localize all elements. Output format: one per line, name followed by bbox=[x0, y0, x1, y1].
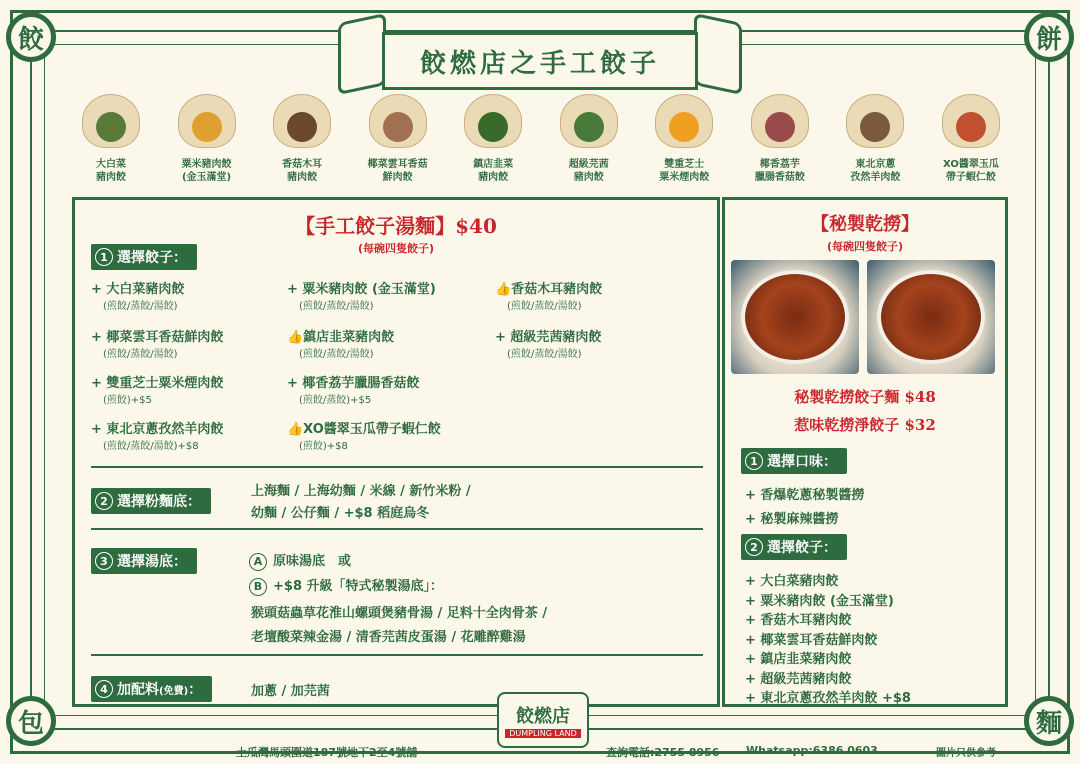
soup-option-a-text: 原味湯底 或 bbox=[273, 554, 352, 569]
logo-chinese: 餃燃店 bbox=[516, 706, 570, 727]
dumpling-option-styles: (煎餃/蒸餃)+$5 bbox=[299, 395, 372, 406]
free-note: (免費) bbox=[159, 685, 189, 697]
step3-tag bbox=[91, 548, 197, 574]
step-number: 2 bbox=[95, 492, 113, 510]
dry-price-2: 惹味乾撈淨餃子 $32 bbox=[794, 416, 936, 434]
dumpling-option-name: + 大白菜豬肉餃 bbox=[91, 282, 185, 297]
step1-tag bbox=[91, 244, 197, 270]
dry-noodle-photo bbox=[867, 260, 995, 374]
step-number: 1 bbox=[95, 248, 113, 266]
flavor-option: + 香爆乾蔥秘製醬撈 bbox=[745, 488, 865, 503]
dumpling-photo bbox=[651, 84, 717, 156]
dry-dumpling-photo bbox=[731, 260, 859, 374]
dumpling-name: 超級芫茜 豬肉餃 bbox=[568, 159, 609, 183]
dumpling-land-logo bbox=[497, 692, 589, 748]
logo-english: DUMPLING LAND bbox=[505, 729, 581, 738]
dumpling-option bbox=[91, 372, 223, 406]
dumpling-option-styles: (煎餃/蒸餃/湯餃) bbox=[103, 301, 178, 312]
scroll-left bbox=[338, 13, 386, 95]
dry-noodle-section bbox=[722, 197, 1008, 707]
dumpling-photo bbox=[174, 84, 240, 156]
dumpling-option-name: + 東北京蔥孜然羊肉餃 bbox=[91, 422, 224, 437]
dry-noodle-title: 【秘製乾撈】 bbox=[811, 214, 919, 235]
soup-option-b bbox=[249, 575, 443, 596]
dumpling-option bbox=[287, 326, 394, 360]
dumpling-option-styles: (煎餃/蒸餃/湯餃) bbox=[103, 349, 178, 360]
dumpling-card bbox=[830, 84, 920, 194]
divider bbox=[91, 466, 703, 468]
dumpling-option-name: + 椰香荔芋臘腸香菇餃 bbox=[287, 376, 420, 391]
dumpling-option bbox=[91, 326, 223, 360]
step-colon: ： bbox=[188, 682, 203, 698]
dumpling-name: 椰菜雲耳香菇 鮮肉餃 bbox=[367, 159, 428, 183]
dumpling-photo bbox=[842, 84, 908, 156]
address: 土瓜灣馬頭圍道187號地下2至4號舖 bbox=[236, 746, 418, 759]
dumpling-card bbox=[162, 84, 252, 194]
dumpling-card bbox=[544, 84, 634, 194]
dumpling-option-name: 👍XO醬翠玉瓜帶子蝦仁餃 bbox=[287, 422, 441, 437]
dumpling-card bbox=[66, 84, 156, 194]
dumpling-option-name: + 椰菜雲耳香菇鮮肉餃 bbox=[91, 330, 224, 345]
dumpling-name: 大白菜 豬肉餃 bbox=[96, 159, 126, 183]
step4-tag bbox=[91, 676, 212, 702]
dumpling-card bbox=[735, 84, 825, 194]
step-label: 選擇口味： bbox=[767, 454, 837, 470]
dumpling-name: 椰香荔芋 臘腸香菇餃 bbox=[754, 159, 805, 183]
soup-noodle-section bbox=[72, 197, 720, 707]
dry-noodle-subtitle: (每碗四隻餃子) bbox=[826, 240, 904, 253]
dumpling-card bbox=[639, 84, 729, 194]
corner-badge-top-left: 餃 bbox=[6, 12, 56, 62]
noodle-options-line1: 上海麵 / 上海幼麵 / 米線 / 新竹米粉 / bbox=[251, 484, 471, 499]
dumpling-option bbox=[495, 326, 601, 360]
phone-number: 查詢電話:2755 8956 bbox=[606, 746, 720, 759]
dumpling-option-name: 👍香菇木耳豬肉餃 bbox=[495, 282, 603, 297]
soup-noodle-subtitle: (每碗四隻餃子) bbox=[357, 242, 435, 255]
scroll-right bbox=[694, 13, 742, 95]
dumpling-photo bbox=[78, 84, 144, 156]
dumpling-gallery bbox=[66, 84, 1016, 194]
side-dumpling-option: + 粟米豬肉餃 (金玉滿堂) bbox=[745, 593, 894, 609]
image-disclaimer: 圖片只供參考 bbox=[936, 748, 996, 759]
step-number: 4 bbox=[95, 680, 113, 698]
step-label: 選擇粉麵底： bbox=[117, 494, 201, 510]
menu-title: 餃燃店之手工餃子 bbox=[382, 32, 698, 90]
side-dumpling-option: + 鎮店韭菜豬肉餃 bbox=[745, 652, 852, 667]
whatsapp-number: Whatsapp:6386 0603 bbox=[746, 744, 878, 757]
dry-price-1: 秘製乾撈餃子麵 $48 bbox=[794, 388, 936, 406]
soup-option-b-text: +$8 升級「特式秘製湯底」： bbox=[273, 579, 444, 594]
step-label: 加配料 bbox=[117, 682, 159, 698]
dumpling-card bbox=[926, 84, 1016, 194]
dumpling-photo bbox=[747, 84, 813, 156]
dumpling-photo bbox=[460, 84, 526, 156]
side-dumpling-option: + 超級芫茜豬肉餃 bbox=[745, 671, 852, 687]
side-dumpling-option: + 香菇木耳豬肉餃 bbox=[745, 613, 852, 628]
dumpling-option-styles: (煎餃/蒸餃/湯餃) bbox=[507, 301, 582, 312]
step-number: 1 bbox=[745, 452, 763, 470]
dumpling-name: XO醬翠玉瓜 帶子蝦仁餃 bbox=[942, 159, 999, 183]
dumpling-name: 香菇木耳 豬肉餃 bbox=[282, 159, 323, 183]
step-number: 3 bbox=[95, 552, 113, 570]
soup-option-a bbox=[249, 550, 351, 571]
dumpling-card bbox=[448, 84, 538, 194]
title-banner bbox=[338, 14, 742, 90]
step-label: 選擇餃子： bbox=[117, 250, 187, 266]
dumpling-card bbox=[353, 84, 443, 194]
divider bbox=[91, 654, 703, 656]
dumpling-name: 東北京蔥 孜然羊肉餃 bbox=[850, 159, 901, 183]
dumpling-option-styles: (煎餃/蒸餃/湯餃) bbox=[299, 349, 374, 360]
dumpling-photo bbox=[556, 84, 622, 156]
dumpling-card bbox=[257, 84, 347, 194]
step2-tag bbox=[91, 488, 211, 514]
dumpling-option bbox=[91, 418, 223, 452]
dumpling-option-name: + 超級芫茜豬肉餃 bbox=[495, 330, 602, 345]
special-soup-line2: 老壇酸菜辣金湯 / 清香芫茜皮蛋湯 / 花雕醉雞湯 bbox=[251, 630, 526, 645]
step-number: 2 bbox=[745, 538, 763, 556]
side-dumpling-option: + 東北京蔥孜然羊肉餃 +$8 bbox=[745, 691, 911, 706]
side-dumpling-option: + 椰菜雲耳香菇鮮肉餃 bbox=[745, 632, 878, 648]
flavor-option: + 秘製麻辣醬撈 bbox=[745, 512, 839, 527]
special-soup-line1: 猴頭菇蟲草花淮山螺頭煲豬骨湯 / 足料十全肉骨茶 / bbox=[251, 606, 548, 621]
corner-badge-bottom-right: 麵 bbox=[1024, 696, 1074, 746]
noodle-options-line2: 幼麵 / 公仔麵 / +$8 稻庭烏冬 bbox=[251, 506, 430, 521]
soup-noodle-title: 【手工餃子湯麵】$40 bbox=[295, 214, 497, 238]
option-b-mark: B bbox=[249, 578, 267, 596]
corner-badge-bottom-left: 包 bbox=[6, 696, 56, 746]
dumpling-photo bbox=[269, 84, 335, 156]
dumpling-option bbox=[287, 418, 441, 452]
dumpling-photo bbox=[365, 84, 431, 156]
topping-options: 加蔥 / 加芫茜 bbox=[251, 684, 330, 699]
dumpling-name: 雙重芝士 粟米煙肉餃 bbox=[659, 159, 710, 183]
dumpling-option bbox=[495, 278, 602, 312]
step-label: 選擇餃子： bbox=[767, 540, 837, 556]
dumpling-name: 鎮店韭菜 豬肉餃 bbox=[473, 159, 514, 183]
dumpling-option-styles: (煎餃/蒸餃/湯餃) bbox=[507, 349, 582, 360]
dumpling-option-styles: (煎餃/蒸餃/湯餃) bbox=[299, 301, 374, 312]
step-label: 選擇湯底： bbox=[117, 554, 187, 570]
option-a-mark: A bbox=[249, 553, 267, 571]
dumpling-option-styles: (煎餃)+$8 bbox=[299, 441, 348, 452]
dumpling-option-name: + 粟米豬肉餃 (金玉滿堂) bbox=[287, 282, 436, 297]
side-step2-tag bbox=[741, 534, 847, 560]
dumpling-photo bbox=[938, 84, 1004, 156]
dumpling-option-styles: (煎餃/蒸餃/湯餃)+$8 bbox=[103, 441, 199, 452]
dumpling-option bbox=[287, 372, 419, 406]
corner-badge-top-right: 餅 bbox=[1024, 12, 1074, 62]
dumpling-option-styles: (煎餃)+$5 bbox=[103, 395, 152, 406]
dumpling-option bbox=[91, 278, 184, 312]
dumpling-option-name: + 雙重芝士粟米煙肉餃 bbox=[91, 376, 224, 391]
side-dumpling-option: + 大白菜豬肉餃 bbox=[745, 574, 839, 589]
dumpling-option bbox=[287, 278, 436, 312]
side-step1-tag bbox=[741, 448, 847, 474]
dumpling-option-name: 👍鎮店韭菜豬肉餃 bbox=[287, 330, 395, 345]
divider bbox=[91, 528, 703, 530]
dumpling-name: 粟米豬肉餃 (金玉滿堂) bbox=[181, 159, 232, 183]
